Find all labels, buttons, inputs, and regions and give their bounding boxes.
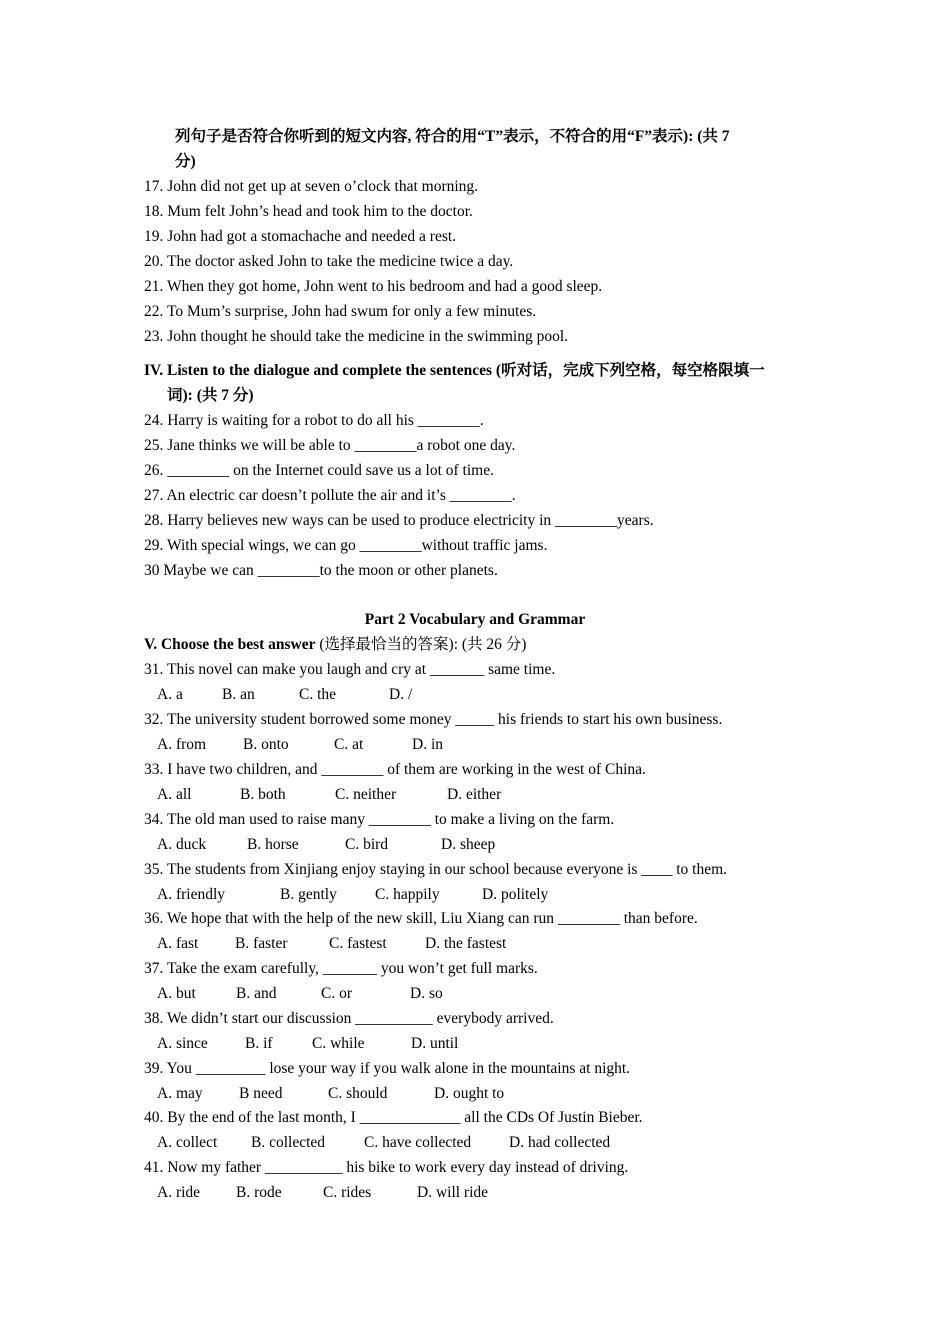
option-d: D. ought to — [434, 1085, 505, 1102]
option-a: A. all — [157, 786, 192, 803]
section5-note: (选择最恰当的答案): (共 26 分) — [315, 636, 527, 653]
option-b: B. rode — [236, 1184, 282, 1201]
option-d: D. had collected — [509, 1134, 611, 1151]
section3-instruction-line2: 分) — [175, 153, 196, 170]
sentence-26: 26. ________ on the Internet could save us a lot of time. — [144, 462, 494, 479]
option-c: C. should — [328, 1085, 388, 1102]
question-31-stem: 31. This novel can make you laugh and cry at _______ same time. — [144, 661, 556, 678]
question-33-stem: 33. I have two children, and ________ of them are working in the west of China. — [144, 761, 646, 778]
option-d: D. politely — [482, 886, 549, 903]
sentence-25: 25. Jane thinks we will be able to ________a robot one day. — [144, 437, 516, 454]
option-c: C. fastest — [329, 935, 387, 952]
question-40-stem: 40. By the end of the last month, I _____________ all the CDs Of Justin Bieber. — [144, 1109, 643, 1126]
option-a: A. duck — [157, 836, 207, 853]
question-39-stem: 39. You _________ lose your way if you walk alone in the mountains at night. — [144, 1060, 631, 1077]
option-d: D. will ride — [417, 1184, 489, 1201]
question-35-stem: 35. The students from Xinjiang enjoy staying in our school because everyone is ____ to them. — [144, 861, 728, 878]
part2-heading: Part 2 Vocabulary and Grammar — [364, 611, 586, 628]
option-b: B. collected — [251, 1134, 326, 1151]
question-32-stem: 32. The university student borrowed some money _____ his friends to start his own business. — [144, 711, 723, 728]
option-c: C. rides — [323, 1184, 372, 1201]
option-c: C. while — [312, 1035, 365, 1052]
question-36-stem: 36. We hope that with the help of the new skill, Liu Xiang can run ________ than before. — [144, 910, 698, 927]
option-a: A. friendly — [157, 886, 226, 903]
option-d: D. so — [410, 985, 443, 1002]
option-a: A. ride — [157, 1184, 201, 1201]
section3-instruction-line1: 列句子是否符合你听到的短文内容, 符合的用“T”表示，不符合的用“F”表示): (共 7 — [175, 128, 730, 145]
option-b: B. both — [240, 786, 286, 803]
sentence-30: 30 Maybe we can ________to the moon or other planets. — [144, 562, 498, 579]
option-c: C. at — [334, 736, 364, 753]
sentence-29: 29. With special wings, we can go ________without traffic jams. — [144, 537, 548, 554]
statement-18: 18. Mum felt John’s head and took him to the doctor. — [144, 203, 473, 220]
option-d: D. sheep — [441, 836, 496, 853]
question-38-stem: 38. We didn’t start our discussion __________ everybody arrived. — [144, 1010, 554, 1027]
section5-title: V. Choose the best answer — [144, 636, 316, 653]
section4-title-line2: 词): (共 7 分) — [167, 387, 254, 404]
option-d: D. in — [412, 736, 443, 753]
statement-20: 20. The doctor asked John to take the medicine twice a day. — [144, 253, 514, 270]
option-c: C. neither — [335, 786, 397, 803]
option-c: C. have collected — [364, 1134, 472, 1151]
question-41-stem: 41. Now my father __________ his bike to work every day instead of driving. — [144, 1159, 629, 1176]
option-c: C. or — [321, 985, 352, 1002]
option-d: D. / — [389, 686, 413, 703]
option-a: A. a — [157, 686, 183, 703]
option-c: C. happily — [375, 886, 440, 903]
option-a: A. fast — [157, 935, 199, 952]
question-37-stem: 37. Take the exam carefully, _______ you won’t get full marks. — [144, 960, 538, 977]
option-c: C. bird — [345, 836, 389, 853]
statement-21: 21. When they got home, John went to his bedroom and had a good sleep. — [144, 278, 603, 295]
statement-22: 22. To Mum’s surprise, John had swum for only a few minutes. — [144, 303, 537, 320]
question-34-stem: 34. The old man used to raise many ________ to make a living on the farm. — [144, 811, 615, 828]
option-b: B. gently — [280, 886, 337, 903]
option-a: A. collect — [157, 1134, 218, 1151]
sentence-28: 28. Harry believes new ways can be used to produce electricity in ________years. — [144, 512, 654, 529]
option-a: A. from — [157, 736, 207, 753]
option-a: A. since — [157, 1035, 208, 1052]
option-d: D. either — [447, 786, 502, 803]
sentence-27: 27. An electric car doesn’t pollute the air and it’s ________. — [144, 487, 516, 504]
section5-heading — [144, 635, 526, 655]
section4-title-line1: Listen to the dialogue and complete the sentences (听对话，完成下列空格，每空格限填一 — [167, 362, 765, 379]
statement-23: 23. John thought he should take the medicine in the swimming pool. — [144, 328, 569, 345]
option-d: D. until — [411, 1035, 459, 1052]
statement-17: 17. John did not get up at seven o’clock that morning. — [144, 178, 479, 195]
statement-19: 19. John had got a stomachache and needed a rest. — [144, 228, 457, 245]
option-a: A. but — [157, 985, 196, 1002]
option-b: B. and — [236, 985, 277, 1002]
option-a: A. may — [157, 1085, 203, 1102]
option-b: B. an — [222, 686, 255, 703]
sentence-24: 24. Harry is waiting for a robot to do all his ________. — [144, 412, 484, 429]
option-b: B need — [239, 1085, 283, 1102]
section4-number: IV. — [144, 362, 164, 379]
option-b: B. horse — [247, 836, 299, 853]
option-b: B. onto — [243, 736, 289, 753]
option-b: B. faster — [235, 935, 288, 952]
option-d: D. the fastest — [425, 935, 507, 952]
option-c: C. the — [299, 686, 337, 703]
option-b: B. if — [245, 1035, 273, 1052]
